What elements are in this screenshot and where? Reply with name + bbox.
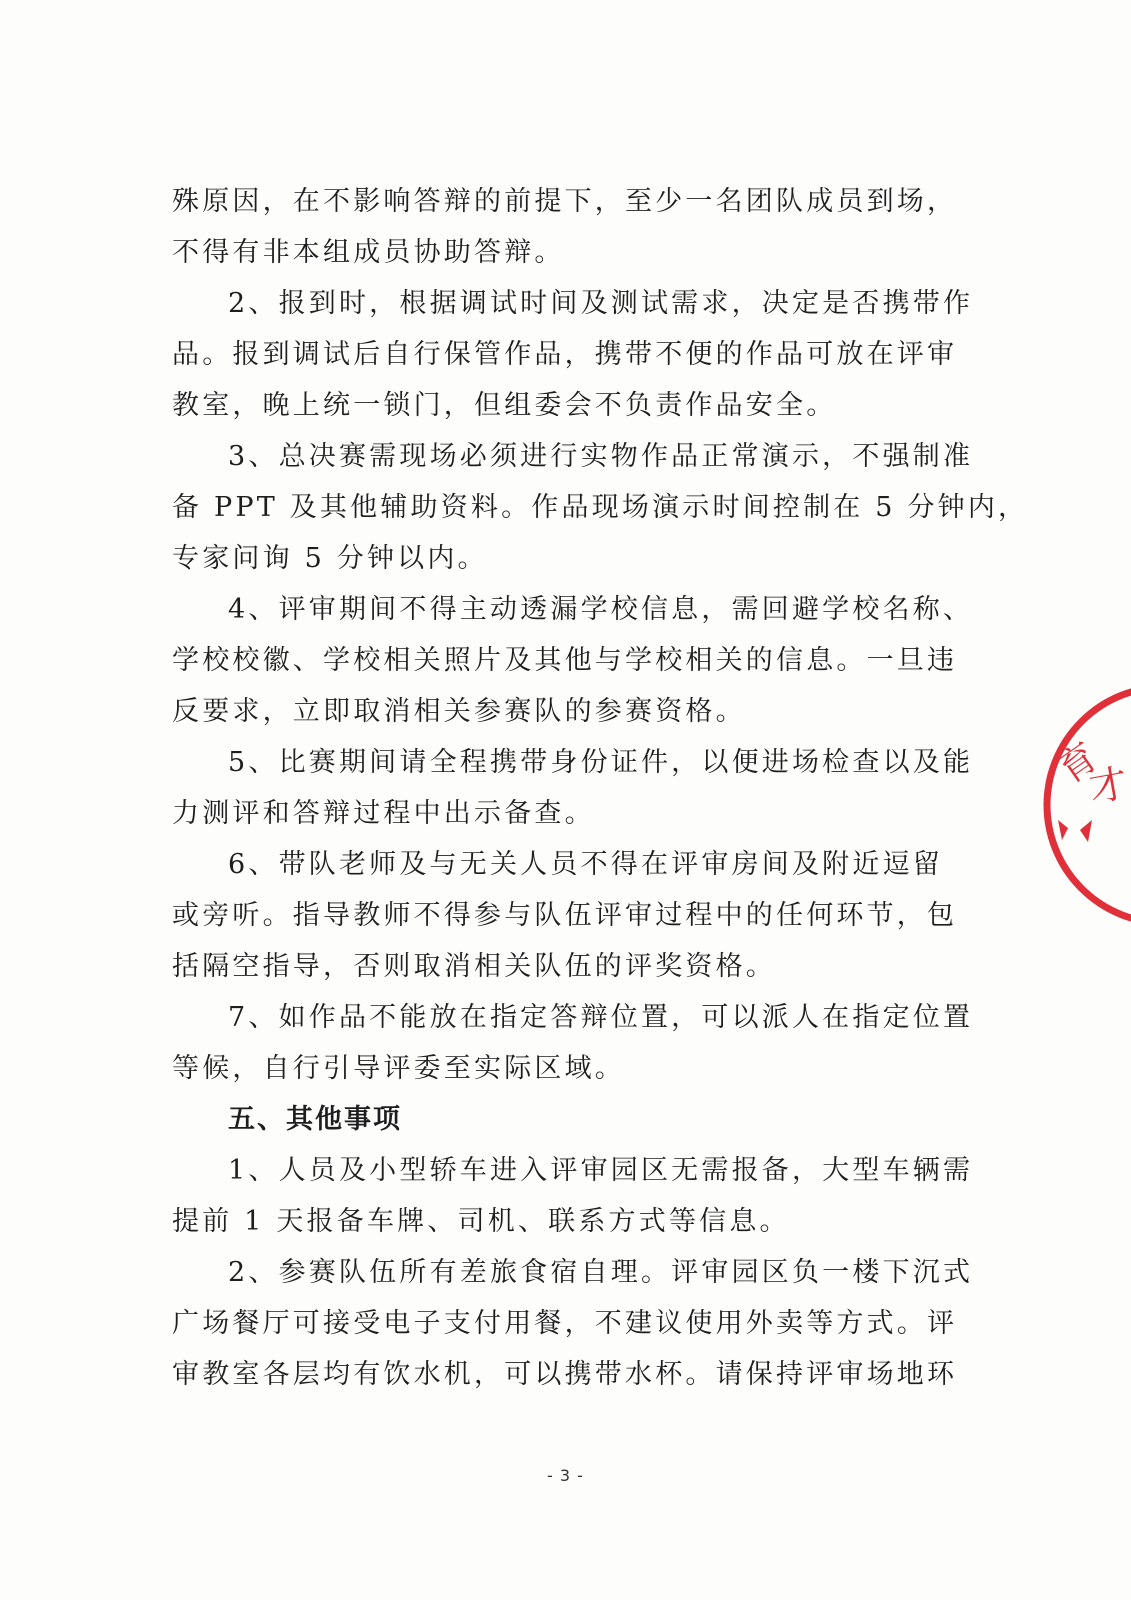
text-line: 5、比赛期间请全程携带身份证件，以便进场检查以及能 (228, 747, 974, 778)
text-line: 力测评和答辩过程中出示备查。 (172, 798, 595, 829)
body-text (172, 176, 1029, 1400)
text-line: 学校校徽、学校相关照片及其他与学校相关的信息。一旦违 (172, 645, 958, 676)
text-line: 备 PPT 及其他辅助资料。作品现场演示时间控制在 5 分钟内， (172, 492, 1029, 523)
text-line: 3、总决赛需现场必须进行实物作品正常演示，不强制准 (228, 441, 974, 472)
text-line: 7、如作品不能放在指定答辩位置，可以派人在指定位置 (228, 1002, 974, 1033)
text-line: 专家问询 5 分钟以内。 (172, 543, 488, 574)
official-seal (1040, 680, 1131, 930)
text-line: 殊原因，在不影响答辩的前提下，至少一名团队成员到场， (172, 186, 958, 217)
section-heading: 五、其他事项 (228, 1104, 402, 1135)
text-line: 不得有非本组成员协助答辩。 (172, 237, 565, 268)
text-line: 等候，自行引导评委至实际区域。 (172, 1053, 625, 1084)
text-line: 审教室各层均有饮水机，可以携带水杯。请保持评审场地环 (172, 1359, 958, 1390)
text-line: 4、评审期间不得主动透漏学校信息，需回避学校名称、 (228, 594, 974, 625)
text-line: 品。报到调试后自行保管作品，携带不便的作品可放在评审 (172, 339, 958, 370)
seal-stamp-icon (1040, 680, 1131, 930)
text-line: 提前 1 天报备车牌、司机、联系方式等信息。 (172, 1206, 790, 1237)
text-line: 教室，晚上统一锁门，但组委会不负责作品安全。 (172, 390, 837, 421)
text-line: 广场餐厅可接受电子支付用餐，不建议使用外卖等方式。评 (172, 1308, 958, 1339)
text-line: 反要求，立即取消相关参赛队的参赛资格。 (172, 696, 746, 727)
text-line: 6、带队老师及与无关人员不得在评审房间及附近逗留 (228, 849, 943, 880)
svg-text:育: 育 (1049, 734, 1106, 793)
svg-text:才: 才 (1085, 760, 1131, 811)
text-line: 或旁听。指导教师不得参与队伍评审过程中的任何环节，包 (172, 900, 958, 931)
page-number: - 3 - (547, 1466, 584, 1485)
text-line: 2、参赛队伍所有差旅食宿自理。评审园区负一楼下沉式 (228, 1257, 974, 1288)
text-line: 2、报到时，根据调试时间及测试需求，决定是否携带作 (228, 288, 974, 319)
text-line: 括隔空指导，否则取消相关队伍的评奖资格。 (172, 951, 776, 982)
text-line: 1、人员及小型轿车进入评审园区无需报备，大型车辆需 (228, 1155, 974, 1186)
